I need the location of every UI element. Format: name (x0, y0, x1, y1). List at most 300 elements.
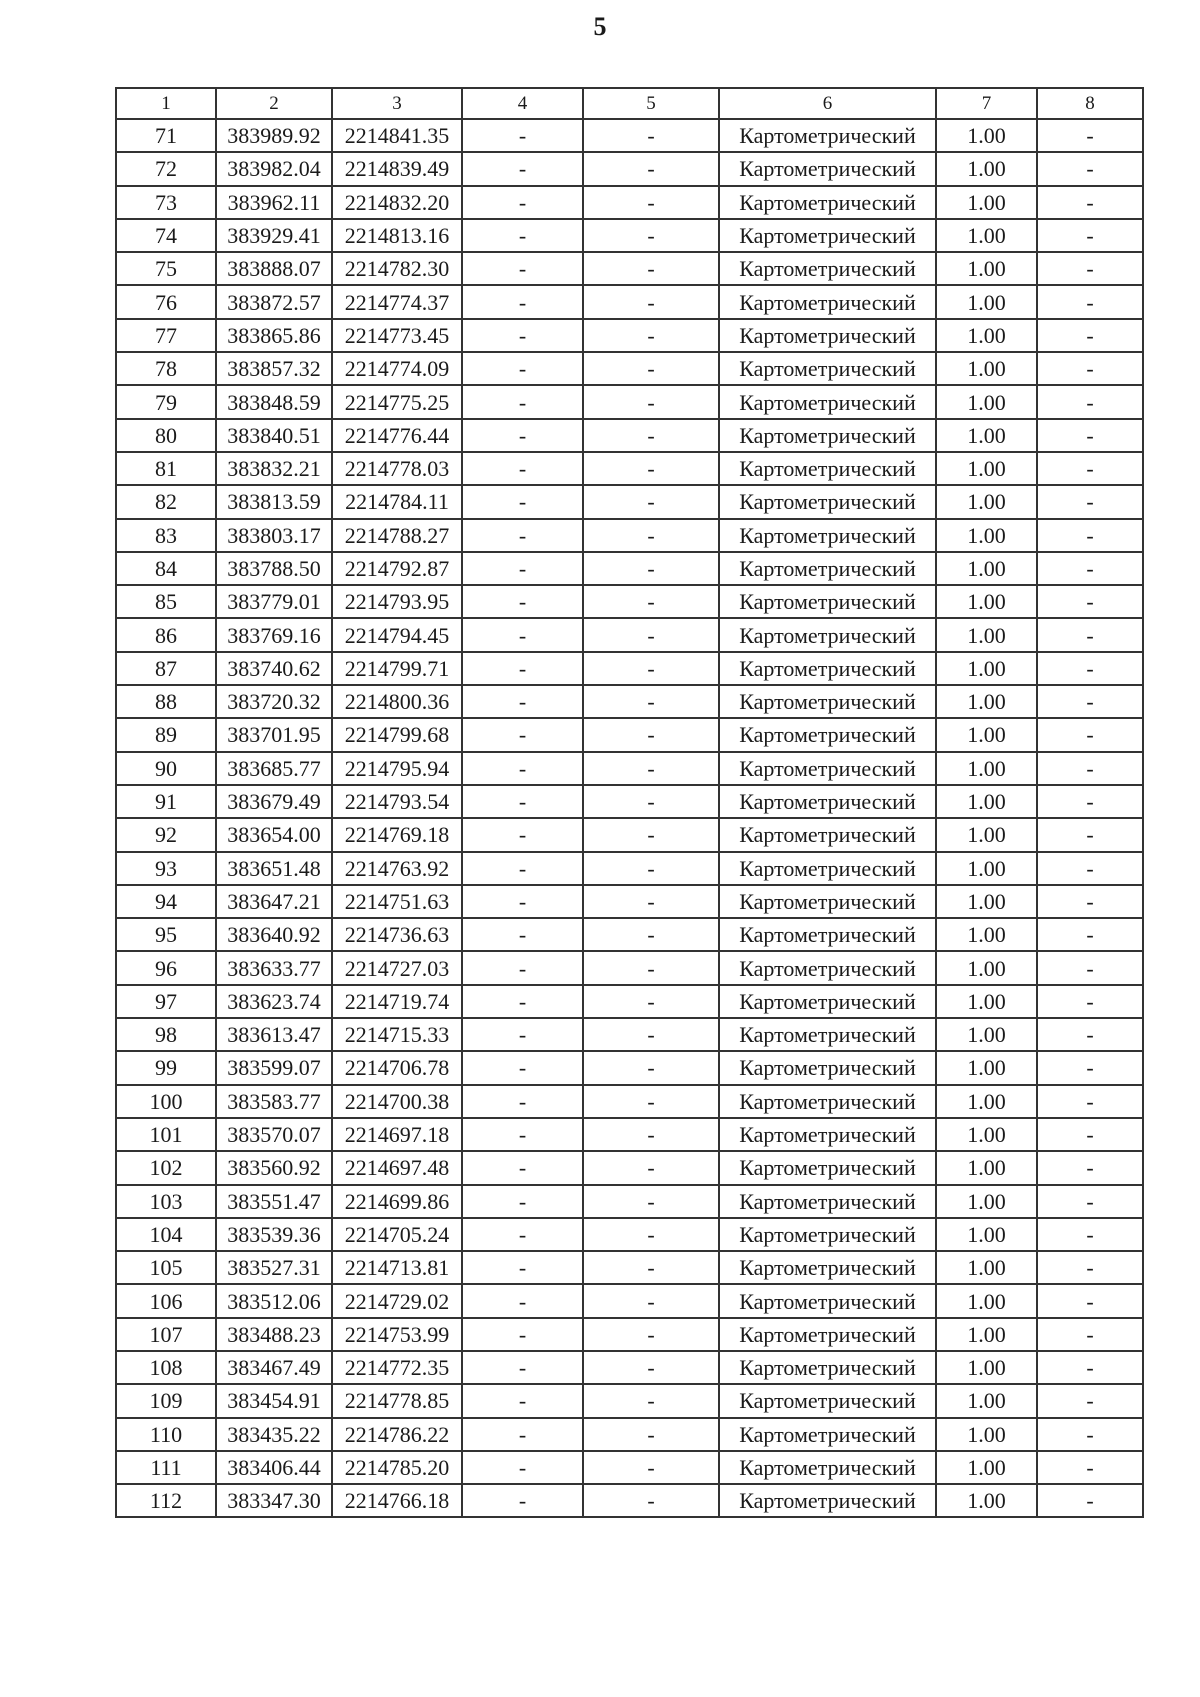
table-cell-col-4: - (462, 319, 583, 352)
table-cell-col-6: Картометрический (719, 1284, 936, 1317)
table-cell-col-8: - (1037, 219, 1143, 252)
table-cell-col-6: Картометрический (719, 219, 936, 252)
table-cell-col-1: 72 (116, 152, 216, 185)
table-cell-col-5: - (583, 652, 719, 685)
table-cell-col-6: Картометрический (719, 119, 936, 152)
table-cell-col-6: Картометрический (719, 652, 936, 685)
column-header-4: 4 (462, 88, 583, 119)
table-cell-col-4: - (462, 419, 583, 452)
table-cell-col-3: 2214772.35 (332, 1351, 462, 1384)
table-cell-col-2: 383599.07 (216, 1051, 332, 1084)
table-cell-col-1: 100 (116, 1085, 216, 1118)
table-cell-col-6: Картометрический (719, 685, 936, 718)
table-cell-col-7: 1.00 (936, 1351, 1037, 1384)
table-cell-col-1: 106 (116, 1284, 216, 1317)
table-row (116, 1484, 1143, 1517)
table-cell-col-3: 2214799.71 (332, 652, 462, 685)
table-cell-col-1: 99 (116, 1051, 216, 1084)
table-cell-col-7: 1.00 (936, 152, 1037, 185)
table-cell-col-4: - (462, 852, 583, 885)
table-cell-col-4: - (462, 1451, 583, 1484)
table-cell-col-2: 383779.01 (216, 585, 332, 618)
table-cell-col-5: - (583, 752, 719, 785)
table-cell-col-8: - (1037, 552, 1143, 585)
table-row (116, 1018, 1143, 1051)
table-cell-col-4: - (462, 1318, 583, 1351)
table-cell-col-5: - (583, 285, 719, 318)
table-cell-col-2: 383962.11 (216, 186, 332, 219)
table-cell-col-6: Картометрический (719, 1218, 936, 1251)
table-cell-col-5: - (583, 1218, 719, 1251)
table-cell-col-6: Картометрический (719, 1318, 936, 1351)
table-cell-col-8: - (1037, 1251, 1143, 1284)
table-cell-col-3: 2214774.09 (332, 352, 462, 385)
table-cell-col-8: - (1037, 485, 1143, 518)
table-cell-col-8: - (1037, 652, 1143, 685)
table-cell-col-3: 2214773.45 (332, 319, 462, 352)
table-cell-col-7: 1.00 (936, 485, 1037, 518)
table-cell-col-8: - (1037, 951, 1143, 984)
table-cell-col-5: - (583, 1318, 719, 1351)
table-cell-col-6: Картометрический (719, 1085, 936, 1118)
table-cell-col-7: 1.00 (936, 951, 1037, 984)
table-cell-col-3: 2214769.18 (332, 818, 462, 851)
table-cell-col-3: 2214774.37 (332, 285, 462, 318)
table-cell-col-4: - (462, 951, 583, 984)
table-cell-col-5: - (583, 718, 719, 751)
table-cell-col-6: Картометрический (719, 1451, 936, 1484)
table-cell-col-4: - (462, 1185, 583, 1218)
table-cell-col-7: 1.00 (936, 352, 1037, 385)
table-cell-col-2: 383570.07 (216, 1118, 332, 1151)
table-cell-col-3: 2214792.87 (332, 552, 462, 585)
table-cell-col-5: - (583, 552, 719, 585)
table-cell-col-7: 1.00 (936, 1251, 1037, 1284)
table-row (116, 1318, 1143, 1351)
table-cell-col-3: 2214788.27 (332, 519, 462, 552)
table-cell-col-3: 2214839.49 (332, 152, 462, 185)
table-cell-col-5: - (583, 1484, 719, 1517)
table-cell-col-8: - (1037, 1418, 1143, 1451)
table-cell-col-7: 1.00 (936, 1451, 1037, 1484)
table-cell-col-3: 2214753.99 (332, 1318, 462, 1351)
table-cell-col-3: 2214763.92 (332, 852, 462, 885)
table-cell-col-5: - (583, 1384, 719, 1417)
table-cell-col-8: - (1037, 1118, 1143, 1151)
table-cell-col-8: - (1037, 1185, 1143, 1218)
table-cell-col-8: - (1037, 1351, 1143, 1384)
table-cell-col-8: - (1037, 1284, 1143, 1317)
table-cell-col-1: 98 (116, 1018, 216, 1051)
table-cell-col-5: - (583, 1185, 719, 1218)
table-body (116, 88, 1143, 1517)
table-cell-col-2: 383613.47 (216, 1018, 332, 1051)
coordinates-table (115, 87, 1144, 1518)
table-row (116, 319, 1143, 352)
table-cell-col-1: 91 (116, 785, 216, 818)
table-row (116, 1185, 1143, 1218)
table-cell-col-4: - (462, 718, 583, 751)
table-row (116, 485, 1143, 518)
table-cell-col-5: - (583, 519, 719, 552)
table-cell-col-5: - (583, 485, 719, 518)
table-row (116, 752, 1143, 785)
table-cell-col-4: - (462, 1118, 583, 1151)
table-cell-col-1: 88 (116, 685, 216, 718)
table-cell-col-5: - (583, 319, 719, 352)
table-cell-col-2: 383406.44 (216, 1451, 332, 1484)
table-row (116, 252, 1143, 285)
table-cell-col-8: - (1037, 1085, 1143, 1118)
table-cell-col-1: 74 (116, 219, 216, 252)
table-row (116, 618, 1143, 651)
table-cell-col-5: - (583, 918, 719, 951)
table-cell-col-4: - (462, 186, 583, 219)
table-cell-col-4: - (462, 652, 583, 685)
table-cell-col-2: 383989.92 (216, 119, 332, 152)
table-cell-col-7: 1.00 (936, 985, 1037, 1018)
table-cell-col-3: 2214795.94 (332, 752, 462, 785)
table-row (116, 1085, 1143, 1118)
table-cell-col-3: 2214775.25 (332, 385, 462, 418)
column-header-1: 1 (116, 88, 216, 119)
table-cell-col-1: 73 (116, 186, 216, 219)
table-cell-col-4: - (462, 585, 583, 618)
table-cell-col-6: Картометрический (719, 1185, 936, 1218)
table-row (116, 419, 1143, 452)
table-cell-col-8: - (1037, 752, 1143, 785)
table-cell-col-3: 2214766.18 (332, 1484, 462, 1517)
table-cell-col-3: 2214700.38 (332, 1085, 462, 1118)
table-cell-col-7: 1.00 (936, 1085, 1037, 1118)
table-cell-col-7: 1.00 (936, 1118, 1037, 1151)
table-cell-col-2: 383740.62 (216, 652, 332, 685)
table-cell-col-7: 1.00 (936, 752, 1037, 785)
table-cell-col-4: - (462, 252, 583, 285)
table-cell-col-7: 1.00 (936, 685, 1037, 718)
table-cell-col-4: - (462, 1085, 583, 1118)
table-cell-col-3: 2214778.85 (332, 1384, 462, 1417)
table-row (116, 285, 1143, 318)
table-cell-col-3: 2214786.22 (332, 1418, 462, 1451)
table-cell-col-2: 383647.21 (216, 885, 332, 918)
table-cell-col-8: - (1037, 1318, 1143, 1351)
table-cell-col-2: 383872.57 (216, 285, 332, 318)
table-cell-col-5: - (583, 452, 719, 485)
table-cell-col-8: - (1037, 1451, 1143, 1484)
table-cell-col-2: 383651.48 (216, 852, 332, 885)
table-cell-col-1: 107 (116, 1318, 216, 1351)
table-cell-col-3: 2214784.11 (332, 485, 462, 518)
table-cell-col-2: 383623.74 (216, 985, 332, 1018)
table-cell-col-5: - (583, 352, 719, 385)
table-cell-col-7: 1.00 (936, 1185, 1037, 1218)
table-row (116, 1218, 1143, 1251)
table-cell-col-1: 108 (116, 1351, 216, 1384)
table-cell-col-5: - (583, 1151, 719, 1184)
table-cell-col-5: - (583, 1451, 719, 1484)
table-cell-col-2: 383840.51 (216, 419, 332, 452)
table-cell-col-4: - (462, 119, 583, 152)
table-cell-col-7: 1.00 (936, 1318, 1037, 1351)
table-cell-col-6: Картометрический (719, 452, 936, 485)
table-cell-col-4: - (462, 785, 583, 818)
table-cell-col-4: - (462, 885, 583, 918)
table-cell-col-8: - (1037, 452, 1143, 485)
table-cell-col-5: - (583, 985, 719, 1018)
column-header-6: 6 (719, 88, 936, 119)
table-cell-col-1: 86 (116, 618, 216, 651)
table-cell-col-5: - (583, 119, 719, 152)
table-cell-col-7: 1.00 (936, 1384, 1037, 1417)
table-cell-col-5: - (583, 1051, 719, 1084)
table-cell-col-2: 383654.00 (216, 818, 332, 851)
table-cell-col-3: 2214699.86 (332, 1185, 462, 1218)
table-row (116, 585, 1143, 618)
table-cell-col-2: 383640.92 (216, 918, 332, 951)
table-cell-col-7: 1.00 (936, 219, 1037, 252)
table-cell-col-8: - (1037, 119, 1143, 152)
table-row (116, 852, 1143, 885)
table-cell-col-6: Картометрический (719, 352, 936, 385)
table-cell-col-6: Картометрический (719, 918, 936, 951)
table-cell-col-4: - (462, 1218, 583, 1251)
table-row (116, 1251, 1143, 1284)
table-cell-col-2: 383551.47 (216, 1185, 332, 1218)
table-cell-col-5: - (583, 1251, 719, 1284)
table-cell-col-7: 1.00 (936, 452, 1037, 485)
table-cell-col-8: - (1037, 885, 1143, 918)
table-cell-col-8: - (1037, 1051, 1143, 1084)
table-cell-col-3: 2214776.44 (332, 419, 462, 452)
table-cell-col-3: 2214813.16 (332, 219, 462, 252)
table-cell-col-7: 1.00 (936, 285, 1037, 318)
table-cell-col-3: 2214794.45 (332, 618, 462, 651)
table-row (116, 1118, 1143, 1151)
table-cell-col-1: 78 (116, 352, 216, 385)
table-cell-col-2: 383467.49 (216, 1351, 332, 1384)
table-cell-col-7: 1.00 (936, 818, 1037, 851)
table-cell-col-8: - (1037, 718, 1143, 751)
table-row (116, 652, 1143, 685)
table-cell-col-7: 1.00 (936, 918, 1037, 951)
table-cell-col-7: 1.00 (936, 1284, 1037, 1317)
table-cell-col-1: 104 (116, 1218, 216, 1251)
table-cell-col-4: - (462, 1418, 583, 1451)
table-cell-col-1: 93 (116, 852, 216, 885)
table-cell-col-7: 1.00 (936, 119, 1037, 152)
table-row (116, 186, 1143, 219)
table-row (116, 785, 1143, 818)
table-cell-col-5: - (583, 252, 719, 285)
table-cell-col-6: Картометрический (719, 752, 936, 785)
table-cell-col-2: 383982.04 (216, 152, 332, 185)
table-row (116, 519, 1143, 552)
table-cell-col-6: Картометрический (719, 552, 936, 585)
table-cell-col-6: Картометрический (719, 585, 936, 618)
table-cell-col-6: Картометрический (719, 485, 936, 518)
table-cell-col-1: 75 (116, 252, 216, 285)
table-cell-col-1: 110 (116, 1418, 216, 1451)
table-cell-col-8: - (1037, 419, 1143, 452)
table-cell-col-3: 2214705.24 (332, 1218, 462, 1251)
table-cell-col-4: - (462, 618, 583, 651)
table-cell-col-1: 76 (116, 285, 216, 318)
table-cell-col-6: Картометрический (719, 1418, 936, 1451)
table-cell-col-4: - (462, 219, 583, 252)
table-cell-col-2: 383512.06 (216, 1284, 332, 1317)
column-header-5: 5 (583, 88, 719, 119)
table-cell-col-7: 1.00 (936, 885, 1037, 918)
table-cell-col-8: - (1037, 852, 1143, 885)
table-cell-col-3: 2214697.48 (332, 1151, 462, 1184)
table-cell-col-8: - (1037, 685, 1143, 718)
table-cell-col-6: Картометрический (719, 818, 936, 851)
table-cell-col-3: 2214799.68 (332, 718, 462, 751)
table-cell-col-8: - (1037, 1151, 1143, 1184)
table-cell-col-6: Картометрический (719, 951, 936, 984)
table-cell-col-3: 2214713.81 (332, 1251, 462, 1284)
table-cell-col-5: - (583, 618, 719, 651)
table-cell-col-1: 89 (116, 718, 216, 751)
table-cell-col-4: - (462, 1018, 583, 1051)
table-cell-col-7: 1.00 (936, 519, 1037, 552)
table-cell-col-1: 103 (116, 1185, 216, 1218)
table-cell-col-4: - (462, 752, 583, 785)
table-cell-col-6: Картометрический (719, 1351, 936, 1384)
table-cell-col-8: - (1037, 352, 1143, 385)
table-row (116, 352, 1143, 385)
table-cell-col-3: 2214706.78 (332, 1051, 462, 1084)
table-cell-col-1: 90 (116, 752, 216, 785)
table-cell-col-2: 383832.21 (216, 452, 332, 485)
table-row (116, 119, 1143, 152)
table-cell-col-5: - (583, 419, 719, 452)
table-cell-col-5: - (583, 1418, 719, 1451)
table-cell-col-2: 383685.77 (216, 752, 332, 785)
table-cell-col-5: - (583, 785, 719, 818)
table-cell-col-7: 1.00 (936, 785, 1037, 818)
table-cell-col-5: - (583, 219, 719, 252)
table-cell-col-4: - (462, 1051, 583, 1084)
table-cell-col-7: 1.00 (936, 552, 1037, 585)
table-cell-col-3: 2214782.30 (332, 252, 462, 285)
table-cell-col-2: 383813.59 (216, 485, 332, 518)
table-cell-col-2: 383679.49 (216, 785, 332, 818)
table-row (116, 685, 1143, 718)
table-cell-col-4: - (462, 452, 583, 485)
table-cell-col-2: 383865.86 (216, 319, 332, 352)
table-cell-col-2: 383701.95 (216, 718, 332, 751)
table-row (116, 885, 1143, 918)
table-cell-col-3: 2214751.63 (332, 885, 462, 918)
table-cell-col-3: 2214727.03 (332, 951, 462, 984)
table-cell-col-7: 1.00 (936, 319, 1037, 352)
table-cell-col-2: 383720.32 (216, 685, 332, 718)
table-cell-col-1: 97 (116, 985, 216, 1018)
table-cell-col-8: - (1037, 818, 1143, 851)
table-cell-col-8: - (1037, 319, 1143, 352)
table-cell-col-3: 2214832.20 (332, 186, 462, 219)
table-cell-col-7: 1.00 (936, 1151, 1037, 1184)
table-cell-col-7: 1.00 (936, 252, 1037, 285)
table-cell-col-8: - (1037, 152, 1143, 185)
table-cell-col-6: Картометрический (719, 519, 936, 552)
table-cell-col-8: - (1037, 186, 1143, 219)
table-cell-col-6: Картометрический (719, 785, 936, 818)
table-cell-col-1: 82 (116, 485, 216, 518)
table-cell-col-8: - (1037, 985, 1143, 1018)
table-cell-col-6: Картометрический (719, 885, 936, 918)
table-row (116, 219, 1143, 252)
table-cell-col-5: - (583, 585, 719, 618)
table-cell-col-1: 101 (116, 1118, 216, 1151)
column-header-7: 7 (936, 88, 1037, 119)
table-cell-col-8: - (1037, 785, 1143, 818)
table-cell-col-4: - (462, 285, 583, 318)
table-cell-col-5: - (583, 1018, 719, 1051)
table-row (116, 918, 1143, 951)
table-cell-col-6: Картометрический (719, 618, 936, 651)
table-cell-col-4: - (462, 985, 583, 1018)
table-cell-col-1: 84 (116, 552, 216, 585)
table-cell-col-2: 383857.32 (216, 352, 332, 385)
table-cell-col-7: 1.00 (936, 718, 1037, 751)
table-cell-col-4: - (462, 685, 583, 718)
table-cell-col-5: - (583, 1284, 719, 1317)
header-row (116, 88, 1143, 119)
table-cell-col-7: 1.00 (936, 385, 1037, 418)
table-cell-col-6: Картометрический (719, 1151, 936, 1184)
table-cell-col-6: Картометрический (719, 718, 936, 751)
table-cell-col-2: 383488.23 (216, 1318, 332, 1351)
table-cell-col-8: - (1037, 385, 1143, 418)
table-cell-col-6: Картометрический (719, 1018, 936, 1051)
table-row (116, 152, 1143, 185)
table-cell-col-1: 102 (116, 1151, 216, 1184)
table-cell-col-8: - (1037, 918, 1143, 951)
table-cell-col-4: - (462, 1351, 583, 1384)
table-row (116, 1351, 1143, 1384)
table-cell-col-8: - (1037, 618, 1143, 651)
table-cell-col-8: - (1037, 285, 1143, 318)
table-cell-col-2: 383788.50 (216, 552, 332, 585)
table-cell-col-1: 83 (116, 519, 216, 552)
table-cell-col-8: - (1037, 1018, 1143, 1051)
column-header-8: 8 (1037, 88, 1143, 119)
table-cell-col-2: 383888.07 (216, 252, 332, 285)
table-cell-col-1: 87 (116, 652, 216, 685)
column-header-3: 3 (332, 88, 462, 119)
table-cell-col-3: 2214697.18 (332, 1118, 462, 1151)
table-cell-col-5: - (583, 818, 719, 851)
table-cell-col-6: Картометрический (719, 152, 936, 185)
table-row (116, 718, 1143, 751)
table-cell-col-6: Картометрический (719, 1251, 936, 1284)
table-cell-col-2: 383769.16 (216, 618, 332, 651)
table-cell-col-6: Картометрический (719, 385, 936, 418)
table-row (116, 951, 1143, 984)
table-cell-col-8: - (1037, 1484, 1143, 1517)
table-cell-col-3: 2214778.03 (332, 452, 462, 485)
table-cell-col-1: 96 (116, 951, 216, 984)
table-cell-col-5: - (583, 1085, 719, 1118)
column-header-2: 2 (216, 88, 332, 119)
table-cell-col-6: Картометрический (719, 252, 936, 285)
table-cell-col-4: - (462, 918, 583, 951)
table-row (116, 1051, 1143, 1084)
table-cell-col-7: 1.00 (936, 852, 1037, 885)
